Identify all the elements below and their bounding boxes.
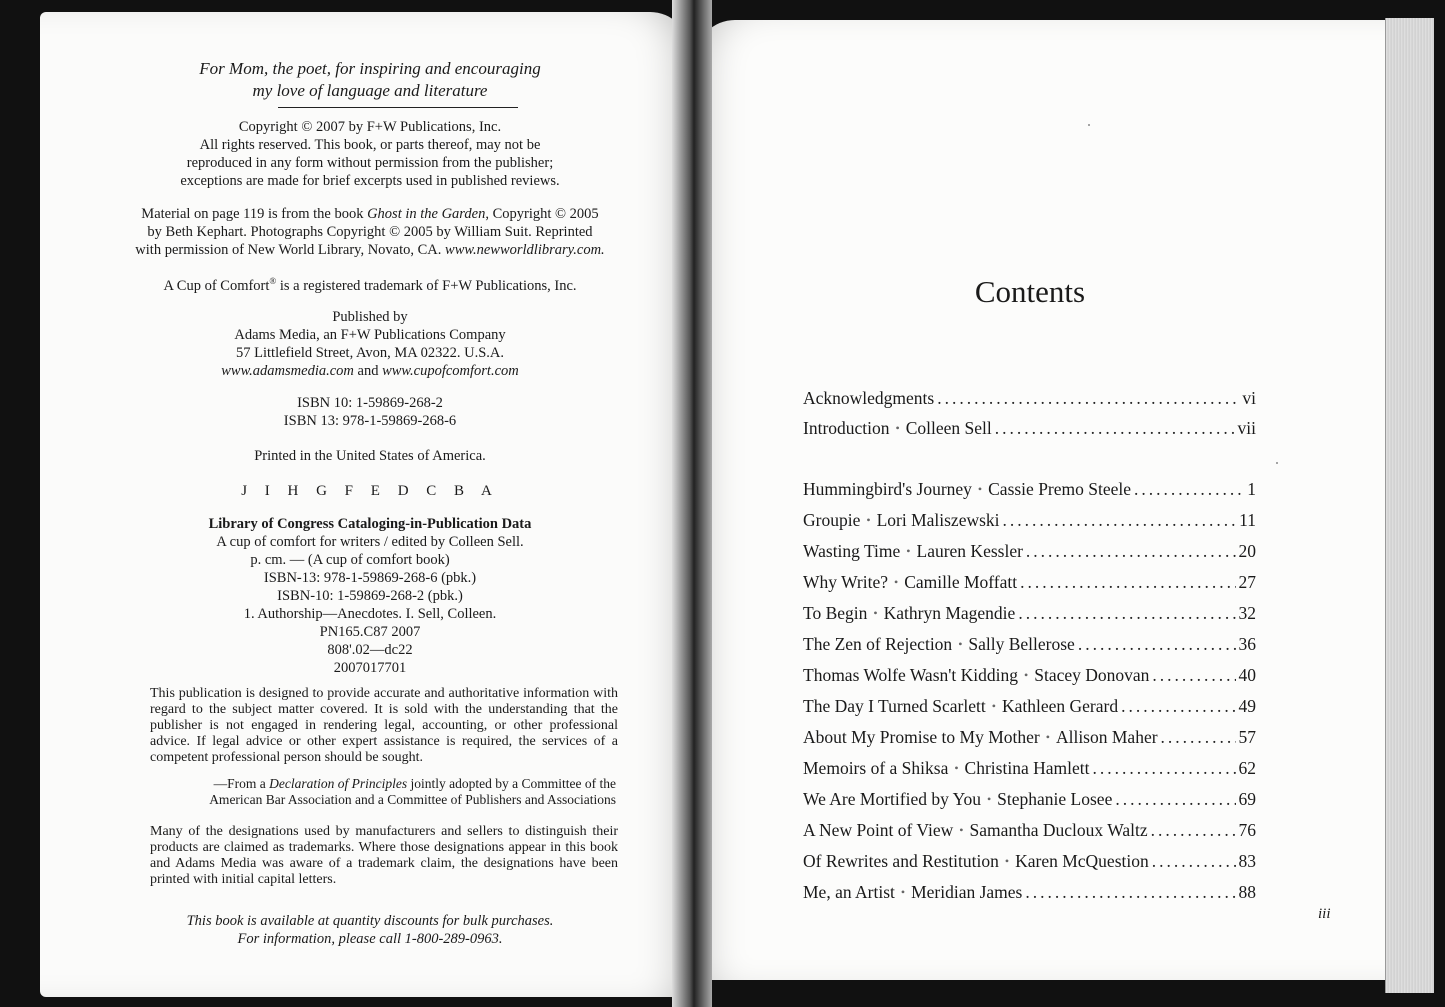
cataloging-line: A cup of comfort for writers / edited by Colleen Sell.	[216, 534, 524, 550]
leader-dots	[1026, 541, 1236, 562]
material-text: by Beth Kephart. Photographs Copyright © 2005 by William Suit. Reprinted	[147, 224, 593, 240]
toc-entry-page: 69	[1238, 789, 1256, 809]
toc-entry-title: Hummingbird's Journey	[803, 479, 972, 499]
publisher-url: www.newworldlibrary.com.	[445, 242, 605, 258]
material-text: Material on page 119 is from the book	[141, 206, 368, 222]
paper-speck	[1276, 462, 1278, 464]
toc-entry-author: Stephanie Losee	[997, 789, 1113, 809]
bullet-separator-icon: •	[900, 885, 906, 899]
leader-dots	[1018, 603, 1235, 624]
toc-entry-page: 20	[1238, 541, 1256, 561]
bullet-separator-icon: •	[1004, 854, 1010, 868]
leader-dots	[1092, 758, 1235, 779]
toc-entry	[803, 696, 1256, 722]
toc-entry-page: vi	[1242, 388, 1256, 408]
leader-dots	[1115, 789, 1235, 810]
isbn-line: ISBN 10: 1-59869-268-2	[297, 395, 443, 411]
toc-entry-page: 83	[1238, 851, 1256, 871]
book-title-ghost: Ghost in the Garden	[367, 206, 486, 222]
toc-entry-title: The Zen of Rejection	[803, 634, 953, 654]
publisher-block	[110, 308, 630, 380]
cupofcomfort-url: www.cupofcomfort.com	[382, 363, 519, 379]
toc-entry-author: Kathryn Magendie	[883, 603, 1016, 623]
material-text: with permission of New World Library, Novato, CA.	[135, 242, 446, 258]
isbn-block	[110, 394, 630, 430]
leader-dots	[1025, 882, 1235, 903]
toc-entry	[803, 882, 1256, 908]
toc-entry	[803, 851, 1256, 877]
toc-entry-title: Memoirs of a Shiksa	[803, 758, 949, 778]
trademark-text: is a registered trademark of F+W Publications, Inc.	[276, 277, 577, 294]
availability-note	[110, 912, 630, 948]
toc-entry	[803, 479, 1256, 505]
bullet-separator-icon: •	[866, 513, 871, 527]
toc-entry	[803, 727, 1256, 753]
toc-entry	[803, 758, 1256, 784]
toc-entry-author: Colleen Sell	[905, 418, 992, 438]
cataloging-line: ISBN-13: 978-1-59869-268-6 (pbk.)	[263, 570, 477, 586]
toc-entry	[803, 603, 1256, 629]
toc-entry-author: Stacey Donovan	[1034, 665, 1150, 685]
contents-heading: Contents	[974, 274, 1086, 309]
cataloging-line: 1. Authorship—Anecdotes. I. Sell, Colleen.	[243, 606, 497, 622]
cataloging-line: p. cm. — (A cup of comfort book)	[250, 552, 450, 568]
toc-entry	[803, 634, 1256, 660]
leader-dots	[1003, 510, 1237, 531]
toc-entry-author: Kathleen Gerard	[1001, 696, 1119, 716]
bullet-separator-icon: •	[954, 761, 959, 775]
availability-line: For information, please call 1-800-289-0963.	[237, 931, 503, 947]
bullet-separator-icon: •	[893, 575, 899, 589]
toc-entry-title: We Are Mortified by You	[803, 789, 981, 809]
toc-entry-author: Allison Maher	[1055, 727, 1158, 747]
toc-entry-title: Acknowledgments	[803, 388, 935, 408]
declaration-title: Declaration of Principles	[269, 776, 408, 791]
bullet-separator-icon: •	[986, 792, 992, 806]
toc-entry-title: Groupie	[803, 510, 861, 530]
toc-entry	[803, 665, 1256, 691]
page-number: iii	[1318, 906, 1331, 922]
attribution-text: American Bar Association and a Committee of Publishers and Associations	[209, 792, 616, 807]
toc-entry-author: Cassie Premo Steele	[988, 479, 1132, 499]
toc-entry-title: A New Point of View	[803, 820, 954, 840]
page-edges	[1385, 18, 1434, 993]
copyright-line: All rights reserved. This book, or parts thereof, may not be	[199, 137, 541, 153]
toc-entry	[803, 388, 1256, 414]
toc-entry-title: The Day I Turned Scarlett	[803, 696, 986, 716]
toc-entry-title: Introduction	[803, 418, 890, 438]
bullet-separator-icon: •	[958, 637, 963, 651]
publisher-line: Published by	[332, 309, 408, 325]
toc-entry	[803, 418, 1256, 444]
trademark-paragraph: Many of the designations used by manufacturers and sellers to distinguish their products are claimed as trademarks. Where those designations appear in this book and Adams Media was aware of a trademark claim, the designations have been printed with initial capital letters.	[150, 824, 618, 887]
toc-entry-title: To Begin	[803, 603, 868, 623]
bullet-separator-icon: •	[873, 606, 878, 620]
book-gutter	[672, 0, 712, 1007]
toc-entry-author: Sally Bellerose	[968, 634, 1075, 654]
toc-entry	[803, 572, 1256, 598]
registered-mark: ®	[269, 276, 277, 286]
toc-entry-page: 11	[1239, 510, 1256, 530]
toc-entry-page: 76	[1238, 820, 1256, 840]
copyright-line: Copyright © 2007 by F+W Publications, Inc.	[238, 119, 502, 135]
toc-entry-author: Meridian James	[911, 882, 1023, 902]
paper-speck	[1088, 124, 1090, 126]
toc-entry-page: 49	[1238, 696, 1256, 716]
toc-entry-title: Why Write?	[803, 572, 888, 592]
toc-entry-title: Wasting Time	[803, 541, 901, 561]
toc-entry-page: 57	[1238, 727, 1256, 747]
leader-dots	[995, 418, 1235, 439]
toc-entry-page: 1	[1247, 479, 1256, 499]
attribution-text: jointly adopted by a Committee of the	[407, 776, 616, 791]
leader-dots	[1161, 727, 1236, 748]
bullet-separator-icon: •	[991, 699, 996, 713]
copyright-notice	[110, 118, 630, 190]
bullet-separator-icon: •	[906, 544, 911, 558]
material-text: , Copyright © 2005	[485, 206, 599, 222]
legal-disclaimer: This publication is designed to provide accurate and authoritative information with regard to the subject matter covered. It is sold with the understanding that the publisher is not engaged in rendering legal, accounting, or other professional advice. If legal advice or other expert assistance is required, the services of a competent professional person should be sought.	[150, 686, 618, 765]
toc-entry-title: Of Rewrites and Restitution	[803, 851, 999, 871]
toc-entry-page: 40	[1238, 665, 1256, 685]
leader-dots	[937, 388, 1239, 409]
bullet-separator-icon: •	[977, 482, 983, 496]
dedication-line: For Mom, the poet, for inspiring and encouraging	[199, 59, 541, 78]
bullet-separator-icon: •	[1045, 730, 1050, 744]
printing-line: J I H G F E D C B A	[241, 483, 499, 499]
leader-dots	[1078, 634, 1236, 655]
dedication	[110, 58, 630, 102]
leader-dots	[1134, 479, 1244, 500]
disclaimer-attribution	[150, 776, 616, 808]
leader-dots	[1152, 851, 1236, 872]
toc-entry-author: Camille Moffatt	[904, 572, 1018, 592]
trademark-notice	[110, 272, 630, 295]
isbn-line: ISBN 13: 978-1-59869-268-6	[283, 413, 457, 429]
cataloging-line: 2007017701	[333, 660, 407, 676]
cataloging-heading: Library of Congress Cataloging-in-Publication Data	[208, 516, 532, 532]
publisher-line: 57 Littlefield Street, Avon, MA 02322. U.S.A.	[236, 345, 504, 361]
leader-dots	[1020, 572, 1235, 593]
cataloging-line: PN165.C87 2007	[319, 624, 421, 640]
dedication-rule	[278, 107, 518, 108]
toc-entry-page: vii	[1237, 418, 1256, 438]
toc-entry	[803, 789, 1256, 815]
toc-entry-author: Karen McQuestion	[1015, 851, 1149, 871]
leader-dots	[1152, 665, 1235, 686]
toc-entry-title: Thomas Wolfe Wasn't Kidding	[803, 665, 1019, 685]
leader-dots	[1121, 696, 1235, 717]
toc-entry-page: 36	[1238, 634, 1256, 654]
trademark-name: A Cup of Comfort	[163, 277, 270, 294]
toc-entry-title: About My Promise to My Mother	[803, 727, 1040, 747]
dedication-line: my love of language and literature	[252, 81, 488, 100]
availability-line: This book is available at quantity discounts for bulk purchases.	[186, 913, 554, 929]
leader-dots	[1151, 820, 1236, 841]
copyright-line: exceptions are made for brief excerpts used in published reviews.	[180, 173, 560, 189]
toc-entry-author: Samantha Ducloux Waltz	[969, 820, 1148, 840]
url-and: and	[353, 363, 383, 379]
toc-entry	[803, 510, 1256, 536]
printed-in: Printed in the United States of America.	[254, 448, 486, 464]
toc-entry-page: 27	[1238, 572, 1256, 592]
cataloging-line: ISBN-10: 1-59869-268-2 (pbk.)	[277, 588, 463, 604]
cataloging-line: 808'.02—dc22	[327, 642, 413, 658]
bullet-separator-icon: •	[895, 421, 900, 435]
toc-entry	[803, 541, 1256, 567]
toc-entry-author: Lauren Kessler	[916, 541, 1023, 561]
adams-url: www.adamsmedia.com	[221, 363, 354, 379]
toc-entry-author: Christina Hamlett	[964, 758, 1090, 778]
toc-entry	[803, 820, 1256, 846]
bullet-separator-icon: •	[1024, 668, 1029, 682]
toc-entry-page: 62	[1238, 758, 1256, 778]
copyright-line: reproduced in any form without permission from the publisher;	[186, 155, 554, 171]
toc-entry-page: 88	[1238, 882, 1256, 902]
attribution-text: —From a	[213, 776, 270, 791]
cataloging-data	[110, 515, 630, 677]
toc-entry-author: Lori Maliszewski	[876, 510, 1000, 530]
toc-entry-page: 32	[1238, 603, 1256, 623]
bullet-separator-icon: •	[959, 823, 964, 837]
publisher-line: Adams Media, an F+W Publications Company	[234, 327, 506, 343]
toc-entry-title: Me, an Artist	[803, 882, 895, 902]
material-credit	[110, 205, 630, 259]
